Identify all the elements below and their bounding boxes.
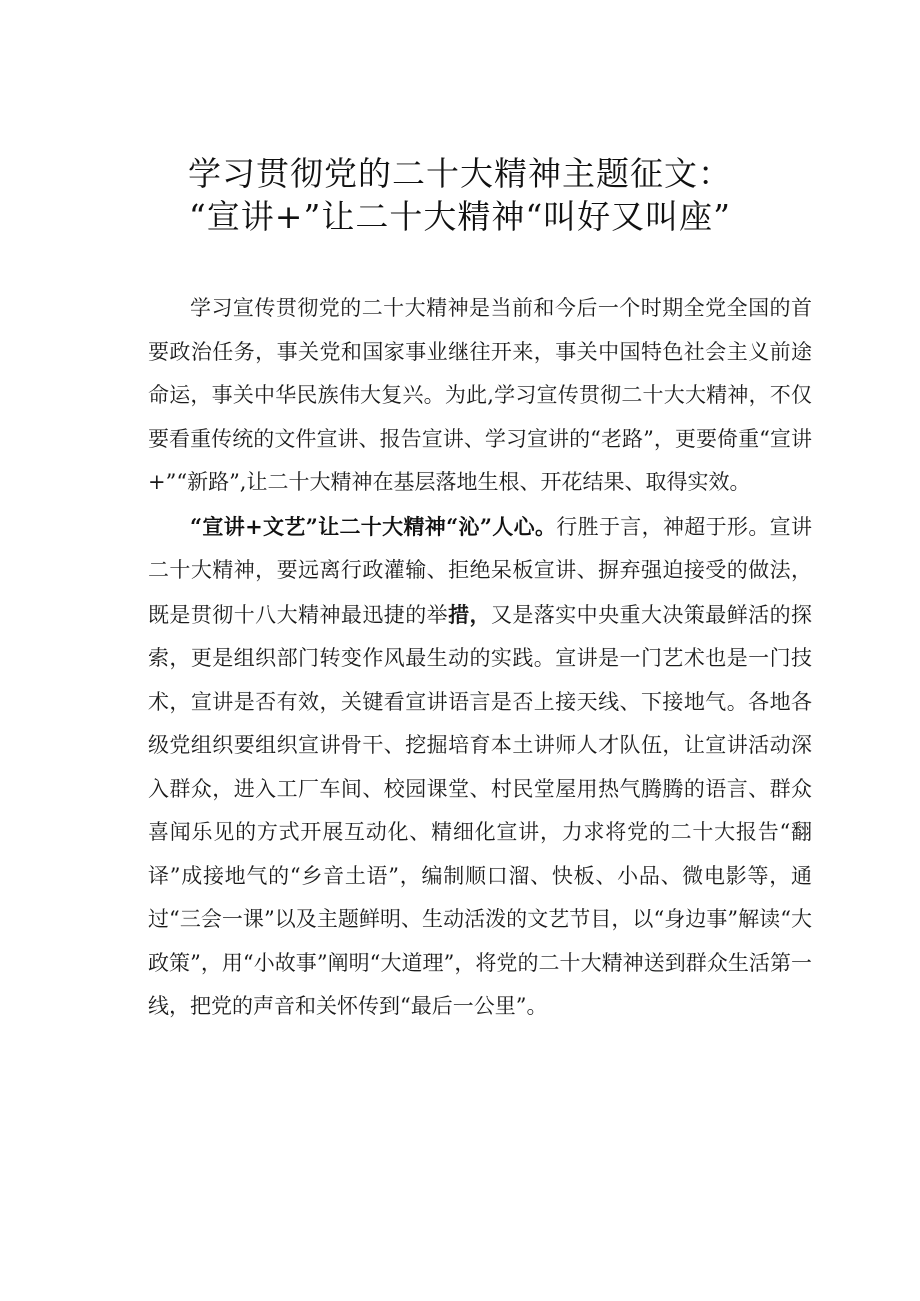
section-text-a: 行胜于言，神超于形。宣讲二十大精神，要远离行政灌输、拒绝呆板宣讲、摒弃强迫接受的做法，既是贯彻十八大精神最迅捷的举 xyxy=(148,514,812,627)
title-line-2: “宣讲+”让二十大精神“叫好又叫座” xyxy=(188,197,732,236)
paragraph-section-1 xyxy=(148,505,812,1029)
title-line-1: 学习贯彻党的二十大精神主题征文： xyxy=(188,154,732,193)
section-bold-word: 措， xyxy=(448,601,491,627)
document-title xyxy=(0,152,920,238)
document-body xyxy=(148,287,812,1029)
section-heading: “宣讲+文艺”让二十大精神“沁”人心。 xyxy=(190,513,557,539)
section-text-b: 又是落实中央重大决策最鲜活的探索，更是组织部门转变作风最生动的实践。宣讲是一门艺术也是一门技术，宣讲是否有效，关键看宣讲语言是否上接天线、下接地气。各地各级党组织要组织宣讲骨干、挖掘培育本土讲师人才队伍，让宣讲活动深入群众，进入工厂车间、校园课堂、村民堂屋用热气腾腾的语言、群众喜闻乐见的方式开展互动化、精细化宣讲，力求将党的二十大报告“翻译”成接地气的“乡音土语”，编制顺口溜、快板、小品、微电影等，通过“三会一课”以及主题鲜明、生动活泼的文艺节目，以“身边事”解读“大政策”，用“小故事”阐明“大道理”，将党的二十大精神送到群众生活第一线，把党的声音和关怀传到“最后一公里”。 xyxy=(148,602,813,1018)
paragraph-intro: 学习宣传贯彻党的二十大精神是当前和今后一个时期全党全国的首要政治任务，事关党和国家事业继往开来，事关中国特色社会主义前途命运，事关中华民族伟大复兴。为此,学习宣传贯彻二十大大精神，不仅要看重传统的文件宣讲、报告宣讲、学习宣讲的“老路”，更要倚重“宣讲+”“新路”,让二十大精神在基层落地生根、开花结果、取得实效。 xyxy=(148,296,812,494)
